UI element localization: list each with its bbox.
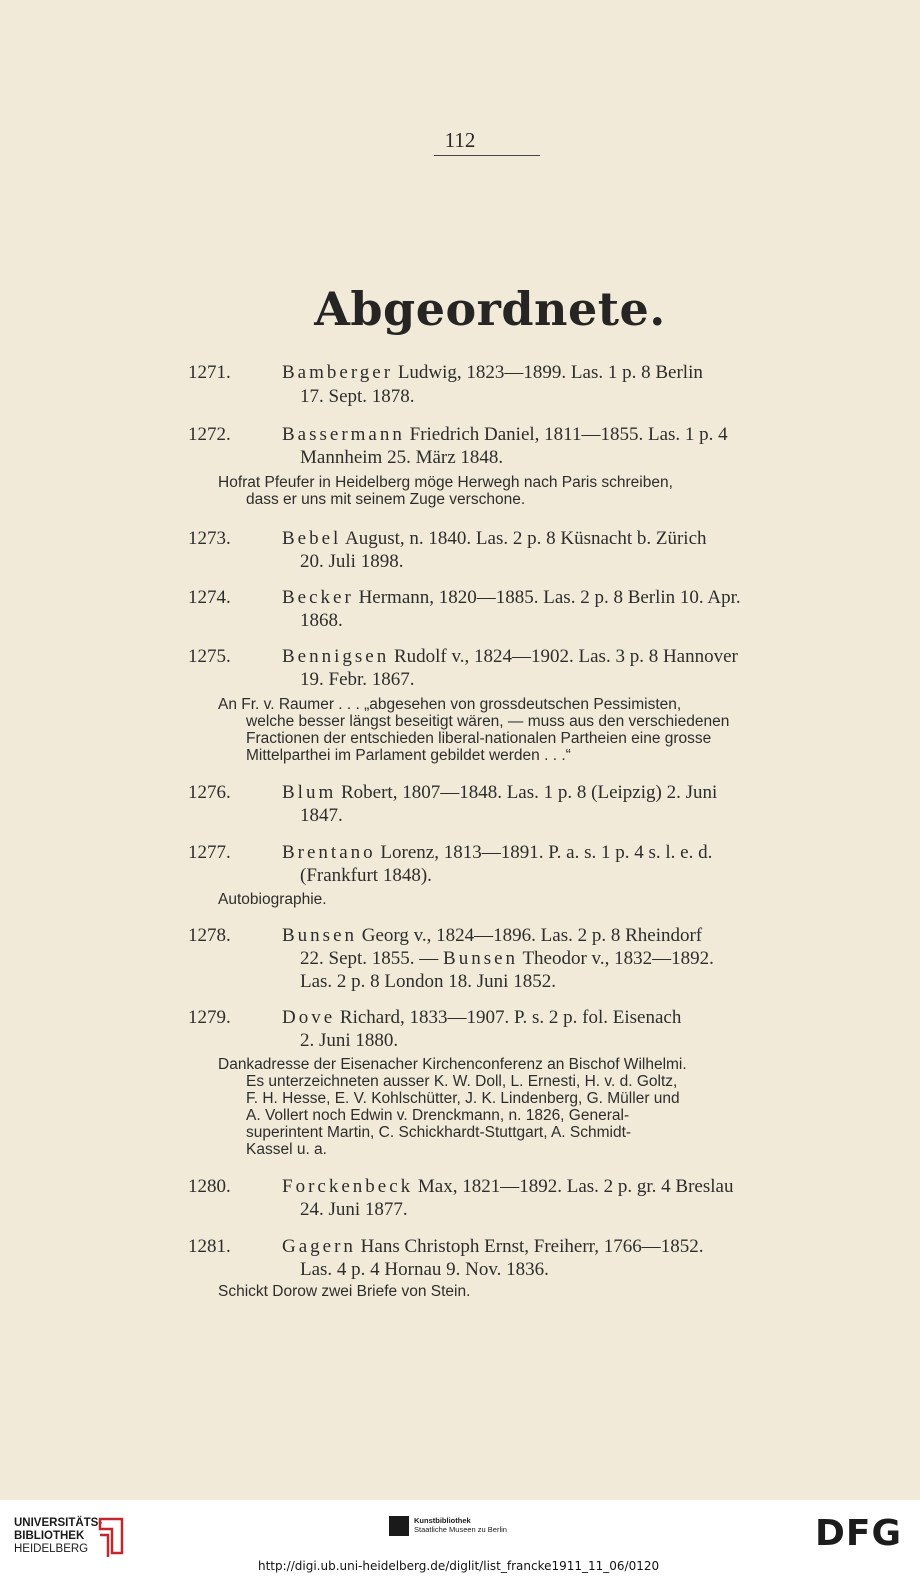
entry-number: 1276. — [188, 782, 231, 803]
page-number-rule — [434, 155, 540, 156]
entry-details: Rudolf v., 1824—1902. Las. 3 p. 8 Hannover — [389, 646, 738, 667]
library-logo-text — [14, 1517, 102, 1556]
entry-line — [282, 1007, 681, 1029]
dfg-logo: DFG — [815, 1513, 903, 1554]
entry-line-continued: Mannheim 25. März 1848. — [300, 447, 504, 468]
entry-line-continued: 24. Juni 1877. — [300, 1199, 408, 1220]
entry-name: Bebel — [282, 528, 342, 549]
entry-line — [282, 362, 703, 384]
entry-line — [282, 925, 702, 947]
entry-details: August, n. 1840. Las. 2 p. 8 Küsnacht b. Zürich — [341, 528, 707, 549]
entry-details: Richard, 1833—1907. P. s. 2 p. fol. Eisenach — [335, 1007, 682, 1028]
entry-note: Kassel u. a. — [246, 1141, 327, 1158]
entry-note: A. Vollert noch Edwin v. Drenckmann, n. 1826, General- — [246, 1107, 630, 1124]
page-title: Abgeordnete. — [314, 282, 666, 336]
entry-line-continued: Las. 2 p. 8 London 18. Juni 1852. — [300, 971, 556, 992]
entry-line-continued: 20. Juli 1898. — [300, 551, 404, 572]
entry-note: Hofrat Pfeufer in Heidelberg möge Herwegh nach Paris schreiben, — [218, 474, 673, 491]
entry-details: 22. Sept. 1855. — — [300, 948, 444, 969]
entry-note: Fractionen der entschieden liberal-nationalen Partheien eine grosse — [246, 730, 712, 747]
entry-note: Dankadresse der Eisenacher Kirchenconferenz an Bischof Wilhelmi. — [218, 1056, 687, 1073]
entry-number: 1278. — [188, 925, 231, 946]
entry-note: Schickt Dorow zwei Briefe von Stein. — [218, 1283, 471, 1300]
entry-name: Brentano — [282, 842, 376, 863]
entry-line-continued: 19. Febr. 1867. — [300, 669, 415, 690]
entry-details: Robert, 1807—1848. Las. 1 p. 8 (Leipzig) 2. Juni — [336, 782, 718, 803]
entry-number: 1279. — [188, 1007, 231, 1028]
entry-details: Ludwig, 1823—1899. Las. 1 p. 8 Berlin — [393, 362, 703, 383]
entry-line-continued: 1868. — [300, 610, 343, 631]
source-url[interactable]: http://digi.ub.uni-heidelberg.de/diglit/list_francke1911_11_06/0120 — [258, 1559, 660, 1573]
entry-number: 1281. — [188, 1236, 231, 1257]
entry-name: Bennigsen — [282, 646, 390, 667]
entry-line — [282, 1176, 733, 1198]
entry-note: Es unterzeichneten ausser K. W. Doll, L. Ernesti, H. v. d. Goltz, — [246, 1073, 678, 1090]
entry-line — [282, 842, 712, 864]
entry-number: 1274. — [188, 587, 231, 608]
entry-line-continued: Las. 4 p. 4 Hornau 9. Nov. 1836. — [300, 1259, 549, 1280]
library-name-line: BIBLIOTHEK — [14, 1530, 85, 1542]
entry-details: Max, 1821—1892. Las. 2 p. gr. 4 Breslau — [413, 1176, 734, 1197]
entry-details: Theodor v., 1832—1892. — [518, 948, 714, 969]
entry-name: Bassermann — [282, 424, 405, 445]
entry-line-continued: 2. Juni 1880. — [300, 1030, 399, 1051]
entry-line-continued: 17. Sept. 1878. — [300, 386, 415, 407]
entry-number: 1275. — [188, 646, 231, 667]
kunstbibliothek-logo-icon — [389, 1516, 409, 1536]
entry-line-continued — [300, 948, 714, 970]
entry-name: Dove — [282, 1007, 336, 1028]
kunstbibliothek-name: Kunstbibliothek — [414, 1516, 471, 1525]
kunstbibliothek-logo-text — [414, 1516, 507, 1534]
entry-note: superintent Martin, C. Schickhardt-Stuttgart, A. Schmidt- — [246, 1124, 632, 1141]
entry-line — [282, 424, 728, 446]
entry-line-continued: 1847. — [300, 805, 343, 826]
entry-note: dass er uns mit seinem Zuge verschone. — [246, 491, 526, 508]
entry-number: 1273. — [188, 528, 231, 549]
entry-name: Becker — [282, 587, 354, 608]
kunstbibliothek-subtitle: Staatliche Museen zu Berlin — [414, 1525, 507, 1534]
library-name-line: UNIVERSITÄTS- — [14, 1517, 103, 1529]
entry-number: 1280. — [188, 1176, 231, 1197]
entry-note: welche besser längst beseitigt wären, — muss aus den verschiedenen — [246, 713, 730, 730]
entry-name: Forckenbeck — [282, 1176, 414, 1197]
library-name-line: HEIDELBERG — [14, 1543, 89, 1555]
entry-note: Mittelparthei im Parlament gebildet werden . . .“ — [246, 747, 571, 764]
entry-line — [282, 782, 717, 804]
entry-number: 1271. — [188, 362, 231, 383]
entry-number: 1277. — [188, 842, 231, 863]
entry-note: An Fr. v. Raumer . . . „abgesehen von grossdeutschen Pessimisten, — [218, 696, 682, 713]
entry-number: 1272. — [188, 424, 231, 445]
entry-line — [282, 1236, 703, 1258]
entry-note: Autobiographie. — [218, 891, 327, 908]
entry-name: Gagern — [282, 1236, 356, 1257]
entry-note: F. H. Hesse, E. V. Kohlschütter, J. K. Lindenberg, G. Müller und — [246, 1090, 680, 1107]
entry-line — [282, 528, 707, 550]
entry-details: Friedrich Daniel, 1811—1855. Las. 1 p. 4 — [404, 424, 728, 445]
entry-line-continued: (Frankfurt 1848). — [300, 865, 432, 886]
entry-name: Bunsen — [443, 948, 519, 969]
entry-line — [282, 587, 741, 609]
entry-details: Hermann, 1820—1885. Las. 2 p. 8 Berlin 10. Apr. — [353, 587, 741, 608]
entry-details: Hans Christoph Ernst, Freiherr, 1766—1852. — [355, 1236, 704, 1257]
entry-details: Georg v., 1824—1896. Las. 2 p. 8 Rheindorf — [357, 925, 703, 946]
entry-line — [282, 646, 738, 668]
entry-name: Bamberger — [282, 362, 394, 383]
library-logo-icon — [96, 1515, 126, 1559]
entry-name: Blum — [282, 782, 337, 803]
page-number: 112 — [444, 128, 476, 152]
entry-name: Bunsen — [282, 925, 357, 946]
entry-details: Lorenz, 1813—1891. P. a. s. 1 p. 4 s. l. e. d. — [375, 842, 713, 863]
